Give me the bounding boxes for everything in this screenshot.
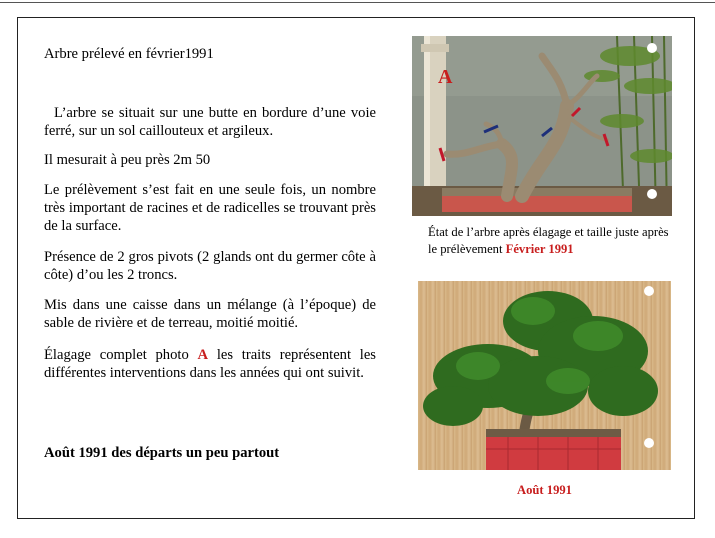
paragraph-location <box>44 104 376 140</box>
caption-february-date: Février 1991 <box>505 242 574 256</box>
tree-after-pruning-illustration <box>412 36 672 216</box>
paragraph-1: L’arbre se situait sur une butte en bordure d’une voie ferré, sur un sol caillouteux et argileux. <box>44 105 376 139</box>
paragraph-august <box>44 444 376 462</box>
paragraph-extraction <box>44 181 376 235</box>
photo-february-1991 <box>412 36 672 216</box>
paragraph-taproots <box>44 248 376 284</box>
paragraph-2: Il mesurait à peu près 2m 50 <box>44 152 211 168</box>
paragraph-substrate <box>44 296 376 332</box>
paragraph-4: Présence de 2 gros pivots (2 glands ont du germer côte à côte) d’ou les 2 troncs. <box>44 249 376 283</box>
paragraph-height <box>44 151 376 169</box>
slide-top-rule <box>0 2 715 3</box>
caption-august-1991 <box>418 483 671 498</box>
paragraph-6-end: les traits représentent les différentes interventions dans les années qui ont suivit. <box>44 347 376 381</box>
photo-marker-a: A <box>197 347 209 363</box>
caption-february-text: État de l’arbre après élagage et taille juste après le prélèvement <box>428 225 669 256</box>
paragraph-3: Le prélèvement s’est fait en une seule fois, un nombre très important de racines et de radicelles se trouvant près de la surface. <box>44 182 376 234</box>
photo-label-a: A <box>438 66 453 88</box>
photo-august-1991 <box>418 281 671 470</box>
caption-august-date: Août 1991 <box>517 483 572 497</box>
paragraph-6 <box>44 346 376 382</box>
tree-regrowth-illustration <box>418 281 671 470</box>
page-title: Arbre prélevé en février1991 <box>44 46 214 62</box>
paragraph-6-start: Élagage complet photo <box>44 347 198 363</box>
paragraph-7: Août 1991 des départs un peu partout <box>44 445 280 461</box>
caption-february-1991 <box>428 224 676 258</box>
paragraph-pruning <box>44 346 376 382</box>
paragraph-5: Mis dans une caisse dans un mélange (à l’époque) de sable de rivière et de terreau, moitié moitié. <box>44 297 376 331</box>
